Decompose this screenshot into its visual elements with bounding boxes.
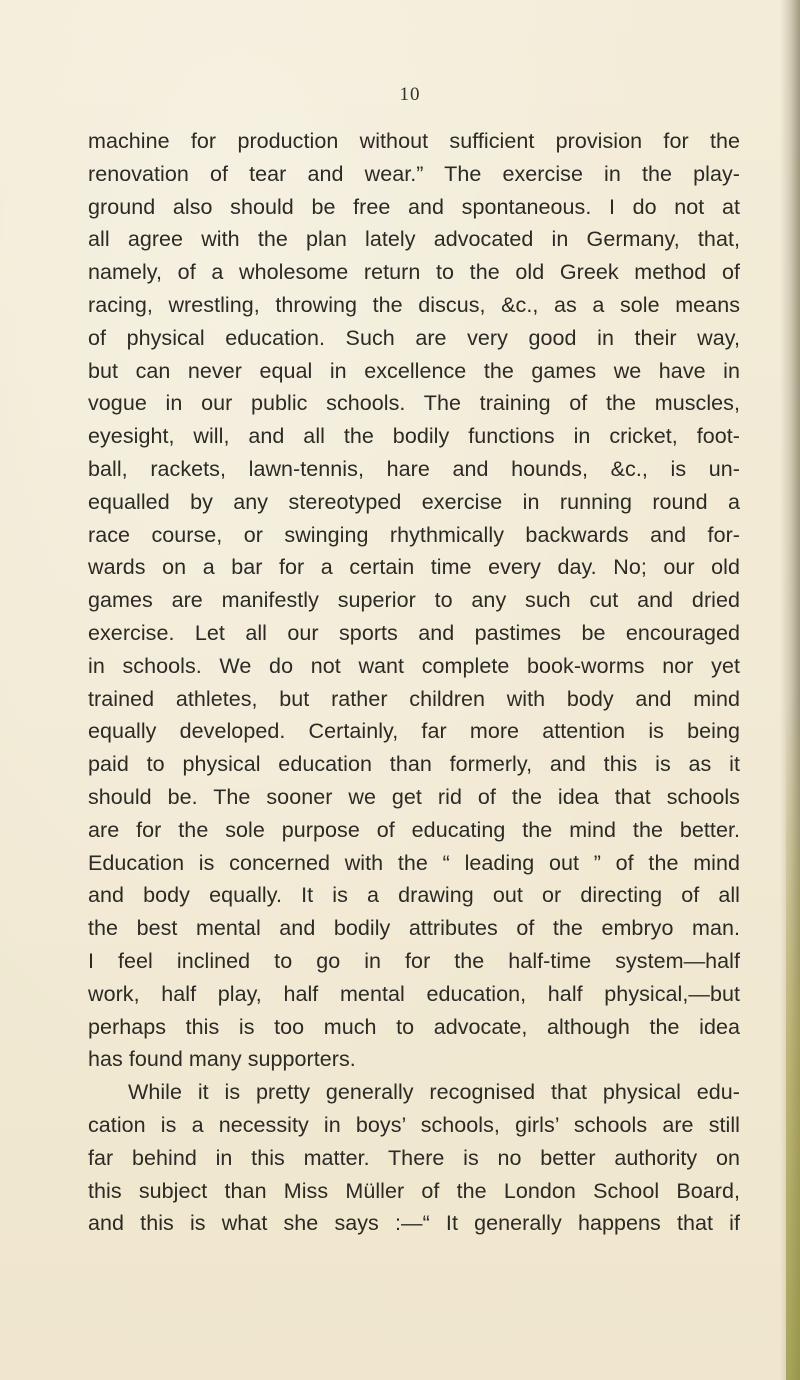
text-line: wards on a bar for a certain time every day. No; our old (88, 555, 740, 580)
text-line: I feel inclined to go in for the half-time system—half (88, 948, 740, 973)
text-line: far behind in this matter. There is no better authority on (88, 1145, 740, 1170)
page-edge-shadow (780, 0, 800, 1380)
text-line: ground also should be free and spontaneous. I do not at (88, 194, 740, 219)
text-line: games are manifestly superior to any such cut and dried (88, 588, 740, 613)
text-line: work, half play, half mental education, half physical,—but (88, 981, 740, 1006)
text-line: eyesight, will, and all the bodily functions in cricket, foot- (88, 424, 740, 449)
text-line: Education is concerned with the “ leading out ” of the mind (88, 850, 740, 875)
text-line: racing, wrestling, throwing the discus, &c., as a sole means (88, 292, 740, 317)
text-line: While it is pretty generally recognised that physical edu- (128, 1080, 740, 1105)
text-line: trained athletes, but rather children with body and mind (88, 686, 740, 711)
text-line: of physical education. Such are very good in their way, (88, 325, 740, 350)
body-text (88, 125, 740, 1240)
text-line: paid to physical education than formerly, and this is as it (88, 752, 740, 777)
text-line: race course, or swinging rhythmically backwards and for- (88, 522, 740, 547)
text-line: perhaps this is too much to advocate, although the idea (88, 1014, 740, 1039)
text-line: in schools. We do not want complete book-worms nor yet (88, 653, 740, 678)
text-line: and this is what she says :—“ It generally happens that if (88, 1211, 740, 1236)
text-line: all agree with the plan lately advocated in Germany, that, (88, 227, 740, 252)
text-line: cation is a necessity in boys’ schools, girls’ schools are still (88, 1112, 740, 1137)
text-line: should be. The sooner we get rid of the idea that schools (88, 784, 740, 809)
text-line: machine for production without sufficient provision for the (88, 129, 740, 153)
page-edge-stain (786, 700, 800, 1380)
text-line: the best mental and bodily attributes of the embryo man. (88, 916, 740, 941)
text-line: has found many supporters. (88, 1047, 356, 1072)
page-number: 10 (399, 84, 421, 105)
text-line: exercise. Let all our sports and pastimes be encouraged (88, 620, 740, 645)
text-line: vogue in our public schools. The training of the muscles, (88, 391, 740, 416)
text-line: this subject than Miss Müller of the London School Board, (88, 1178, 740, 1203)
text-line: namely, of a wholesome return to the old Greek method of (88, 260, 740, 285)
text-line: are for the sole purpose of educating the mind the better. (88, 817, 740, 842)
text-line: and body equally. It is a drawing out or directing of all (88, 883, 740, 908)
text-line: renovation of tear and wear.” The exercise in the play- (88, 161, 740, 186)
text-line: equally developed. Certainly, far more attention is being (88, 719, 740, 744)
text-line: equalled by any stereotyped exercise in running round a (88, 489, 740, 514)
text-line: ball, rackets, lawn-tennis, hare and hounds, &c., is un- (88, 456, 740, 481)
text-line: but can never equal in excellence the games we have in (88, 358, 740, 383)
